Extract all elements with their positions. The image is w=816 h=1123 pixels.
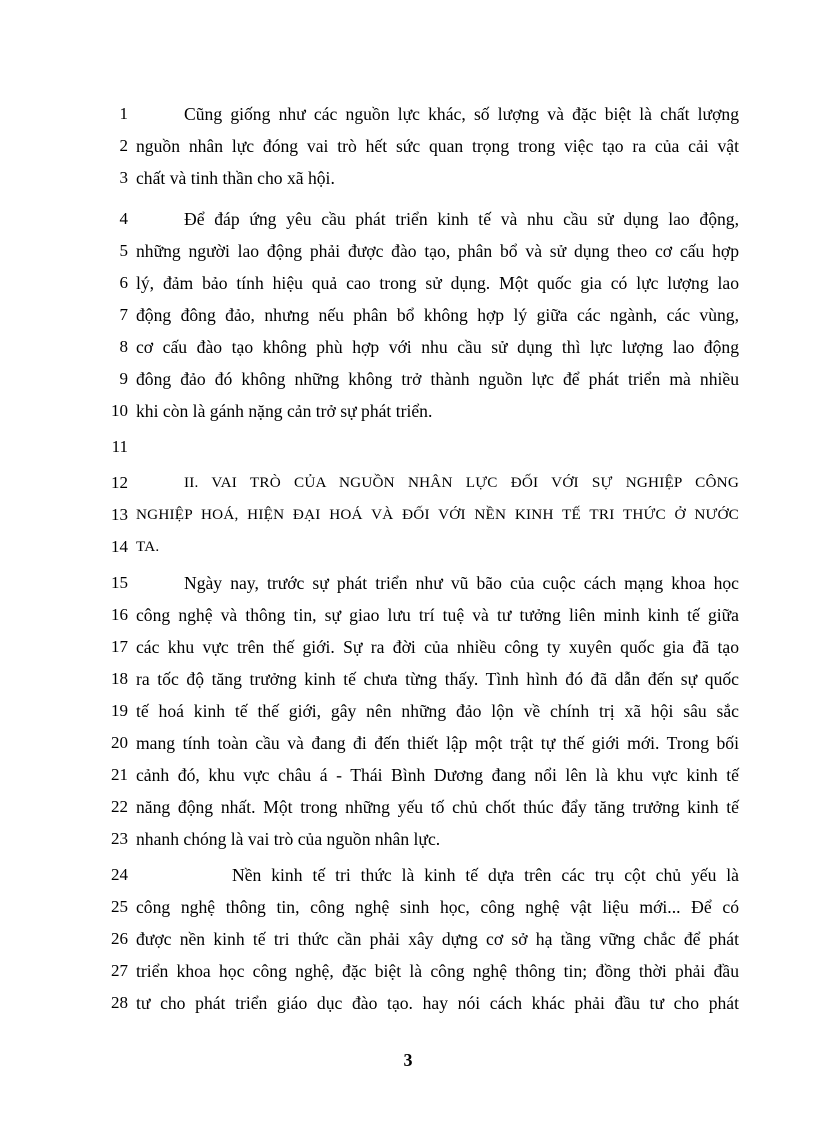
line-number: 1: [119, 104, 128, 123]
line-number: 12: [111, 473, 128, 492]
text-line: [0, 395, 816, 427]
page-number: 3: [403, 1050, 413, 1070]
text-line: [0, 467, 816, 499]
section-heading-text: II. VAI TRÒ CỦA NGUỒN NHÂN LỰC ĐỐI VỚI SỰ NGHIỆP CÔNG: [184, 474, 739, 491]
text-line: [0, 203, 816, 235]
line-text: cơ cấu đào tạo không phù hợp với nhu cầu sử dụng thì lực lượng lao động: [136, 337, 739, 357]
line-number: 24: [111, 865, 128, 884]
text-line: [0, 663, 816, 695]
line-text: Ngày nay, trước sự phát triển như vũ bão của cuộc cách mạng khoa học: [184, 573, 739, 593]
line-text: nguồn nhân lực đóng vai trò hết sức quan trọng trong việc tạo ra của cải vật: [136, 136, 739, 156]
line-number: 23: [111, 829, 128, 848]
text-line: [0, 235, 816, 267]
line-number: 8: [119, 337, 128, 356]
line-number: 5: [119, 241, 128, 260]
line-number: 18: [111, 669, 128, 688]
text-line: [0, 499, 816, 531]
section-heading-text: NGHIỆP HOÁ, HIỆN ĐẠI HOÁ VÀ ĐỐI VỚI NỀN KINH TẾ TRI THỨC Ở NƯỚC: [136, 506, 739, 523]
line-text: Để đáp ứng yêu cầu phát triển kinh tế và nhu cầu sử dụng lao động,: [184, 209, 739, 229]
line-text: nhanh chóng là vai trò của nguồn nhân lực.: [136, 829, 441, 849]
line-number: 2: [119, 136, 128, 155]
line-number: 9: [119, 369, 128, 388]
line-number: 17: [111, 637, 128, 656]
text-line: [0, 695, 816, 727]
line-number: 14: [111, 537, 128, 556]
line-text: ra tốc độ tăng trưởng kinh tế chưa từng thấy. Tình hình đó đã dẫn đến sự quốc: [136, 669, 739, 689]
text-line: [0, 363, 816, 395]
line-text: được nền kinh tế tri thức cần phải xây dựng cơ sở hạ tầng vững chắc để phát: [136, 929, 739, 949]
line-number: 19: [111, 701, 128, 720]
text-line: [0, 331, 816, 363]
line-text: Cũng giống như các nguồn lực khác, số lượng và đặc biệt là chất lượng: [184, 104, 739, 124]
line-number: 16: [111, 605, 128, 624]
line-number: 7: [119, 305, 128, 324]
section-heading-text: TA.: [136, 538, 160, 555]
line-number: 22: [111, 797, 128, 816]
text-line: [0, 267, 816, 299]
line-text: Nền kinh tế tri thức là kinh tế dựa trên các trụ cột chủ yếu là: [232, 865, 739, 885]
line-text: lý, đảm bảo tính hiệu quả cao trong sử dụng. Một quốc gia có lực lượng lao: [136, 273, 739, 293]
text-line: [0, 130, 816, 162]
line-text: những người lao động phải được đào tạo, phân bổ và sử dụng theo cơ cấu hợp: [136, 241, 739, 261]
line-text: các khu vực trên thế giới. Sự ra đời của nhiều công ty xuyên quốc gia đã tạo: [136, 637, 739, 657]
line-number: 4: [119, 209, 128, 228]
line-number: 13: [111, 505, 128, 524]
text-line: [0, 431, 816, 463]
text-line: [0, 299, 816, 331]
line-text: đông đảo đó không những không trở thành nguồn lực để phát triển mà nhiều: [136, 369, 739, 389]
line-text: động đông đảo, nhưng nếu phân bổ không hợp lý giữa các ngành, các vùng,: [136, 305, 739, 325]
line-text: tế hoá kinh tế thế giới, gây nên những đảo lộn về chính trị xã hội sâu sắc: [136, 701, 739, 721]
line-text: công nghệ và thông tin, sự giao lưu trí tuệ và tư tưởng liên minh kinh tế giữa: [136, 605, 739, 625]
line-number: 28: [111, 993, 128, 1012]
line-text: cảnh đó, khu vực châu á - Thái Bình Dương đang nổi lên là khu vực kinh tế: [136, 765, 739, 785]
line-number: 11: [111, 437, 128, 456]
line-number: 15: [111, 573, 128, 592]
text-line: [0, 859, 816, 891]
text-line: [0, 791, 816, 823]
line-text: tư cho phát triển giáo dục đào tạo. hay nói cách khác phải đầu tư cho phát: [136, 993, 739, 1013]
text-line: [0, 759, 816, 791]
line-text: chất và tinh thần cho xã hội.: [136, 168, 335, 188]
line-number: 3: [119, 168, 128, 187]
text-line: [0, 531, 816, 563]
text-line: [0, 599, 816, 631]
line-text: năng động nhất. Một trong những yếu tố chủ chốt thúc đẩy tăng trưởng kinh tế: [136, 797, 739, 817]
line-number: 20: [111, 733, 128, 752]
text-line: [0, 631, 816, 663]
text-line: [0, 567, 816, 599]
line-number: 25: [111, 897, 128, 916]
text-line: [0, 98, 816, 130]
line-text: khi còn là gánh nặng cản trở sự phát triển.: [136, 401, 433, 421]
text-line: [0, 923, 816, 955]
line-text: mang tính toàn cầu và đang đi đến thiết lập một trật tự thế giới mới. Trong bối: [136, 733, 739, 753]
text-line: [0, 727, 816, 759]
line-number: 10: [111, 401, 128, 420]
line-number: 27: [111, 961, 128, 980]
line-text: công nghệ thông tin, công nghệ sinh học, công nghệ vật liệu mới... Để có: [136, 897, 739, 917]
line-number: 26: [111, 929, 128, 948]
text-line: [0, 162, 816, 194]
text-line: [0, 987, 816, 1019]
line-number: 6: [119, 273, 128, 292]
line-text: triển khoa học công nghệ, đặc biệt là công nghệ thông tin; đồng thời phải đầu: [136, 961, 739, 981]
text-line: [0, 823, 816, 855]
text-line: [0, 955, 816, 987]
line-number: 21: [111, 765, 128, 784]
text-line: [0, 891, 816, 923]
